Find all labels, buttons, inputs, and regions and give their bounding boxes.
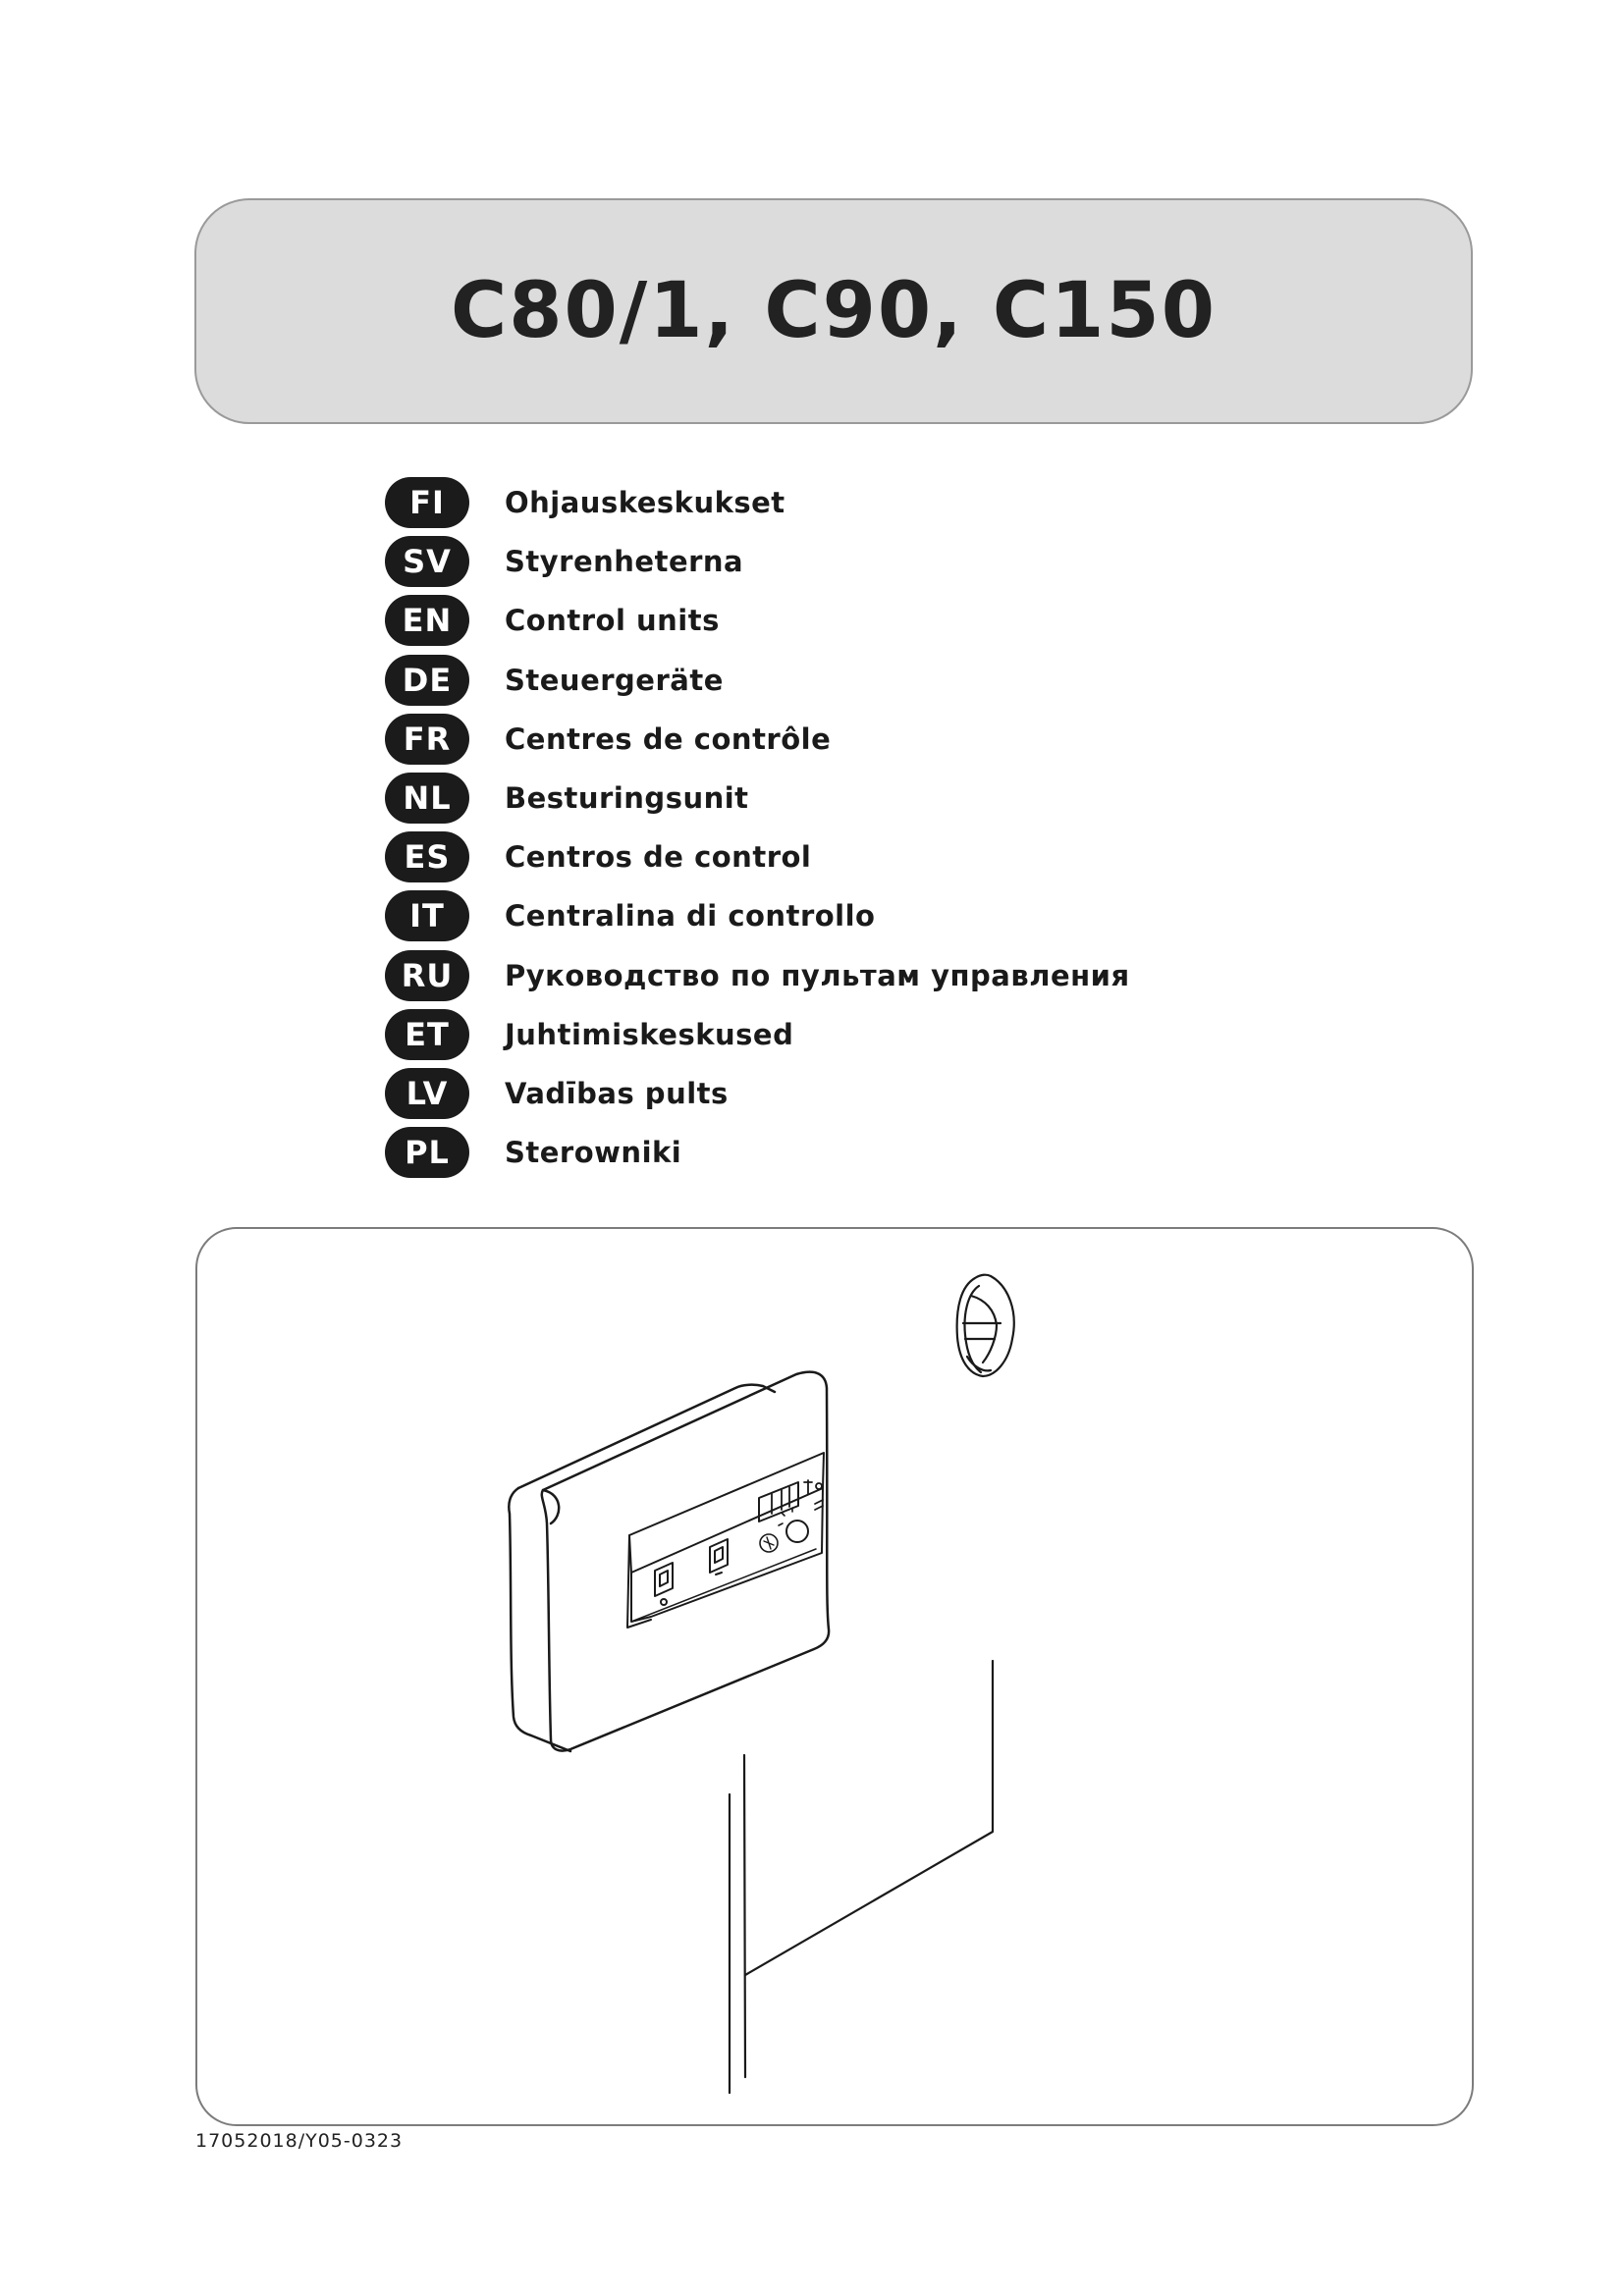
language-row-it <box>385 886 1170 945</box>
language-row-pl <box>385 1123 1170 1182</box>
language-row-ru <box>385 946 1170 1005</box>
language-row-nl <box>385 769 1170 828</box>
language-label: Steuergeräte <box>505 663 724 697</box>
language-row-et <box>385 1005 1170 1064</box>
language-badge: ET <box>385 1009 469 1060</box>
push-button-icons <box>655 1539 728 1605</box>
document-code: 17052018/Y05-0323 <box>195 2130 404 2152</box>
language-badge: ES <box>385 831 469 882</box>
language-list <box>385 473 1170 1182</box>
language-label: Control units <box>505 604 720 638</box>
language-row-fi <box>385 473 1170 532</box>
language-row-sv <box>385 532 1170 591</box>
language-badge: FI <box>385 477 469 528</box>
language-badge: DE <box>385 655 469 706</box>
language-label: Besturingsunit <box>505 781 749 816</box>
language-label: Sterowniki <box>505 1136 682 1170</box>
language-label: Vadības pults <box>505 1076 729 1110</box>
language-row-de <box>385 651 1170 710</box>
language-row-lv <box>385 1064 1170 1123</box>
title-banner <box>194 198 1473 424</box>
language-row-es <box>385 828 1170 886</box>
rotary-knob-icon <box>760 1508 808 1552</box>
language-label: Руководство по пультам управления <box>505 958 1130 992</box>
language-label: Ohjauskeskukset <box>505 486 785 520</box>
language-row-fr <box>385 710 1170 769</box>
language-label: Centralina di controllo <box>505 899 876 934</box>
language-badge: LV <box>385 1068 469 1119</box>
control-unit-body <box>509 1372 829 1751</box>
temperature-sensor-icon <box>957 1275 1014 1376</box>
language-label: Centros de control <box>505 840 812 875</box>
language-badge: SV <box>385 536 469 587</box>
language-badge: FR <box>385 714 469 765</box>
language-row-en <box>385 591 1170 650</box>
control-unit-illustration <box>197 1229 1476 2128</box>
language-label: Centres de contrôle <box>505 721 832 756</box>
sensor-cable <box>730 1661 993 2093</box>
document-title: C80/1, C90, C150 <box>451 267 1217 355</box>
language-badge: PL <box>385 1127 469 1178</box>
language-badge: NL <box>385 773 469 824</box>
language-badge: IT <box>385 890 469 941</box>
product-illustration-frame <box>195 1227 1474 2126</box>
language-badge: EN <box>385 595 469 646</box>
language-label: Juhtimiskeskused <box>505 1017 794 1051</box>
language-badge: RU <box>385 950 469 1001</box>
language-label: Styrenheterna <box>505 545 744 579</box>
